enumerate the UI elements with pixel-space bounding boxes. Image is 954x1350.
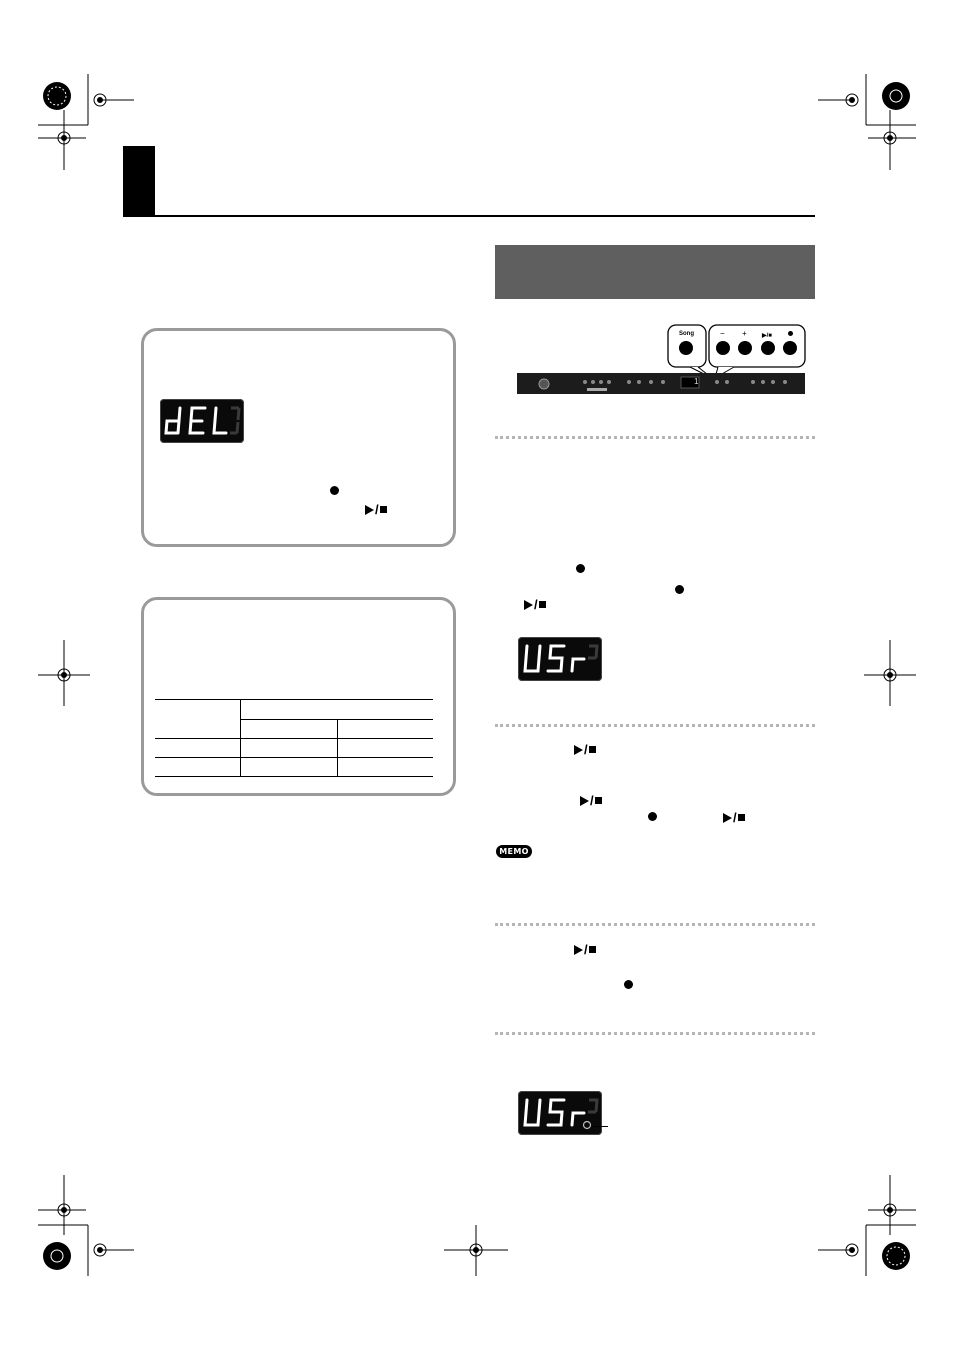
dot-callout-line (592, 1126, 608, 1127)
record-dot-icon (624, 980, 633, 989)
table-subheader-cell (241, 720, 338, 739)
lcd-display-del (160, 399, 244, 443)
data-table (155, 699, 433, 777)
memo-icon: MEMO (496, 845, 532, 858)
lcd-display-usr-dot (518, 1091, 602, 1135)
step-divider (495, 1032, 815, 1035)
panel-display-readout: 1 (694, 377, 699, 386)
step-divider (495, 923, 815, 926)
play-stop-icon: / (524, 597, 546, 611)
step-divider (495, 436, 815, 439)
play-stop-icon: / (723, 810, 745, 824)
record-dot-icon (675, 585, 684, 594)
table-header-cell (155, 700, 241, 720)
lcd-display-usr (518, 637, 602, 681)
song-button-label: Song (679, 331, 694, 337)
record-button-icon (788, 331, 793, 336)
piano-control-panel (517, 373, 805, 394)
play-stop-icon: / (580, 793, 602, 807)
table-subheader-cell (338, 720, 434, 739)
table-row (155, 758, 433, 777)
table-header-cell (241, 700, 434, 720)
play-stop-icon: / (574, 742, 596, 756)
record-dot-icon (330, 486, 339, 495)
record-dot-icon (576, 564, 585, 573)
play-stop-icon: / (365, 502, 387, 516)
section-header-bar (495, 245, 815, 299)
step-divider (495, 724, 815, 727)
minus-button-label: − (720, 329, 725, 338)
record-dot-icon (648, 812, 657, 821)
table-row (155, 739, 433, 758)
plus-button-label: + (742, 329, 747, 338)
play-stop-button-icon: ▶/■ (762, 333, 772, 339)
play-stop-icon: / (574, 942, 596, 956)
